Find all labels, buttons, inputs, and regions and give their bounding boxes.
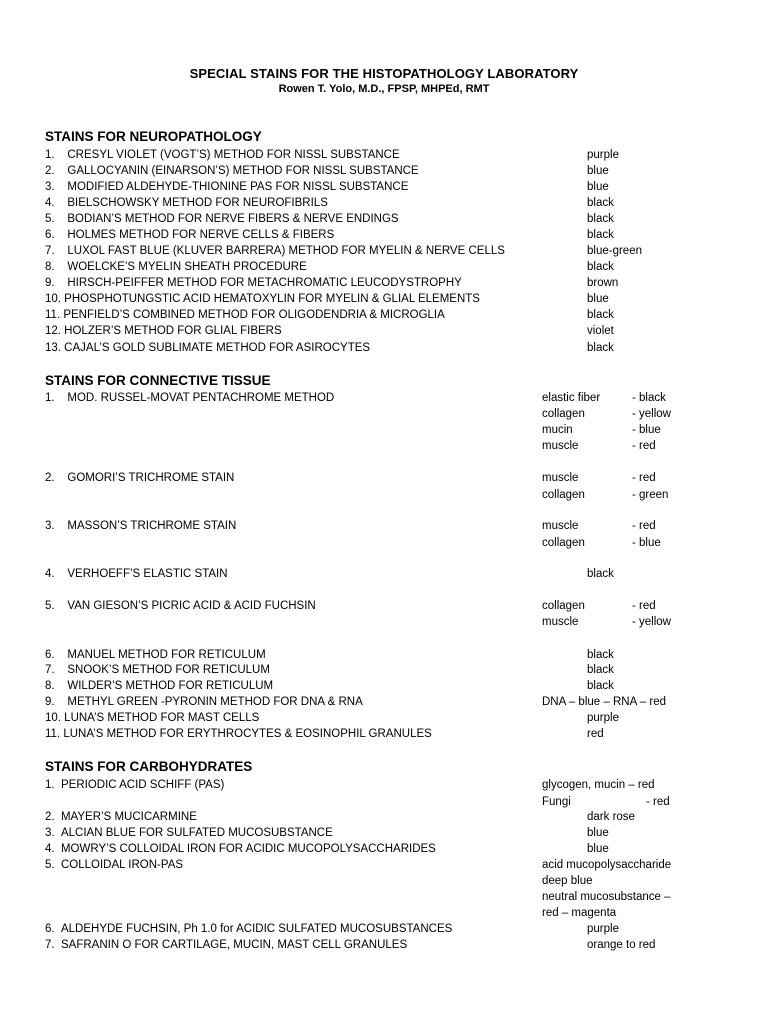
stain-result: blue <box>587 827 609 839</box>
stain-result: black <box>587 649 614 661</box>
stain-result-label: elastic fiber <box>542 392 601 404</box>
stain-result: black <box>587 229 614 241</box>
stain-result-label: muscle <box>542 520 579 532</box>
stain-result: dark rose <box>587 811 635 823</box>
stain-result: black <box>587 664 614 676</box>
stain-result: orange to red <box>587 939 656 951</box>
list-item: 9. METHYL GREEN -PYRONIN METHOD FOR DNA & RNA <box>45 696 363 708</box>
document-title: SPECIAL STAINS FOR THE HISTOPATHOLOGY LABORATORY <box>189 66 579 81</box>
stain-result-color: - red <box>632 440 656 452</box>
list-item: 7. SNOOK’S METHOD FOR RETICULUM <box>45 664 270 676</box>
list-item: 5. COLLOIDAL IRON-PAS <box>45 859 184 871</box>
section-heading-connective-tissue: STAINS FOR CONNECTIVE TISSUE <box>45 373 271 388</box>
document-author: Rowen T. Yolo, M.D., FPSP, MHPEd, RMT <box>278 83 490 95</box>
stain-result-label: muscle <box>542 472 579 484</box>
list-item: 3. MASSON’S TRICHROME STAIN <box>45 520 237 532</box>
stain-result: acid mucopolysaccharide <box>542 859 672 871</box>
stain-result-color: - red <box>632 520 656 532</box>
stain-result-label: Fungi <box>542 796 571 808</box>
stain-result: DNA – blue – RNA – red <box>542 696 667 708</box>
list-item: 5. VAN GIESON’S PICRIC ACID & ACID FUCHSIN <box>45 600 316 612</box>
list-item: 1. CRESYL VIOLET (VOGT’S) METHOD FOR NISSL SUBSTANCE <box>45 149 400 161</box>
stain-result: purple <box>587 149 619 161</box>
stain-result-color: - yellow <box>632 408 671 420</box>
stain-result-label: mucin <box>542 424 573 436</box>
stain-result: black <box>587 213 614 225</box>
stain-result: blue <box>587 181 609 193</box>
stain-result: red <box>587 728 604 740</box>
stain-result-color: - red <box>632 472 656 484</box>
list-item: 7. SAFRANIN O FOR CARTILAGE, MUCIN, MAST CELL GRANULES <box>45 939 408 951</box>
stain-result-label: collagen <box>542 489 585 501</box>
stain-result: blue <box>587 165 609 177</box>
list-item: 2. MAYER’S MUCICARMINE <box>45 811 197 823</box>
stain-result: blue <box>587 293 609 305</box>
list-item: 1. MOD. RUSSEL-MOVAT PENTACHROME METHOD <box>45 392 335 404</box>
list-item: 8. WILDER’S METHOD FOR RETICULUM <box>45 680 274 692</box>
stain-result: purple <box>587 923 619 935</box>
list-item: 6. MANUEL METHOD FOR RETICULUM <box>45 649 266 661</box>
list-item: 10. PHOSPHOTUNGSTIC ACID HEMATOXYLIN FOR MYELIN & GLIAL ELEMENTS <box>45 293 480 305</box>
stain-result-color: - blue <box>632 537 661 549</box>
list-item: 6. ALDEHYDE FUCHSIN, Ph 1.0 for ACIDIC SULFATED MUCOSUBSTANCES <box>45 923 453 935</box>
stain-result: violet <box>587 325 614 337</box>
stain-result: brown <box>587 277 619 289</box>
stain-result: black <box>587 197 614 209</box>
list-item: 1. PERIODIC ACID SCHIFF (PAS) <box>45 779 225 791</box>
list-item: 2. GALLOCYANIN (EINARSON’S) METHOD FOR NISSL SUBSTANCE <box>45 165 419 177</box>
list-item: 11. LUNA’S METHOD FOR ERYTHROCYTES & EOSINOPHIL GRANULES <box>45 728 432 740</box>
stain-result: neutral mucosubstance – <box>542 891 671 903</box>
stain-result-color: - red <box>632 600 656 612</box>
stain-result-color: - red <box>646 796 670 808</box>
stain-result: black <box>587 309 614 321</box>
stain-result: black <box>587 680 614 692</box>
stain-result-color: - green <box>632 489 669 501</box>
stain-result: blue <box>587 843 609 855</box>
stain-result: black <box>587 342 614 354</box>
list-item: 2. GOMORI’S TRICHROME STAIN <box>45 472 235 484</box>
stain-result-color: - black <box>632 392 666 404</box>
stain-result: purple <box>587 712 619 724</box>
stain-result-color: - blue <box>632 424 661 436</box>
list-item: 10. LUNA’S METHOD FOR MAST CELLS <box>45 712 260 724</box>
list-item: 3. MODIFIED ALDEHYDE-THIONINE PAS FOR NISSL SUBSTANCE <box>45 181 409 193</box>
list-item: 9. HIRSCH-PEIFFER METHOD FOR METACHROMATIC LEUCODYSTROPHY <box>45 277 462 289</box>
list-item: 5. BODIAN’S METHOD FOR NERVE FIBERS & NERVE ENDINGS <box>45 213 399 225</box>
stain-result-color: - yellow <box>632 616 671 628</box>
section-heading-neuropathology: STAINS FOR NEUROPATHOLOGY <box>45 129 262 144</box>
stain-result: black <box>587 261 614 273</box>
stain-result: black <box>587 568 614 580</box>
stain-result-label: muscle <box>542 440 579 452</box>
stain-result-label: collagen <box>542 600 585 612</box>
stain-result: blue-green <box>587 245 642 257</box>
list-item: 12. HOLZER’S METHOD FOR GLIAL FIBERS <box>45 325 282 337</box>
list-item: 8. WOELCKE’S MYELIN SHEATH PROCEDURE <box>45 261 307 273</box>
list-item: 7. LUXOL FAST BLUE (KLUVER BARRERA) METHOD FOR MYELIN & NERVE CELLS <box>45 245 505 257</box>
section-heading-carbohydrates: STAINS FOR CARBOHYDRATES <box>45 759 253 774</box>
list-item: 4. VERHOEFF’S ELASTIC STAIN <box>45 568 228 580</box>
list-item: 11. PENFIELD’S COMBINED METHOD FOR OLIGODENDRIA & MICROGLIA <box>45 309 445 321</box>
stain-result: glycogen, mucin – red <box>542 779 655 791</box>
list-item: 4. BIELSCHOWSKY METHOD FOR NEUROFIBRILS <box>45 197 328 209</box>
list-item: 3. ALCIAN BLUE FOR SULFATED MUCOSUBSTANCE <box>45 827 333 839</box>
stain-result: deep blue <box>542 875 593 887</box>
stain-result-label: collagen <box>542 408 585 420</box>
stain-result: red – magenta <box>542 907 617 919</box>
stain-result-label: collagen <box>542 537 585 549</box>
list-item: 13. CAJAL’S GOLD SUBLIMATE METHOD FOR ASIROCYTES <box>45 342 371 354</box>
stain-result-label: muscle <box>542 616 579 628</box>
list-item: 6. HOLMES METHOD FOR NERVE CELLS & FIBERS <box>45 229 335 241</box>
list-item: 4. MOWRY’S COLLOIDAL IRON FOR ACIDIC MUCOPOLYSACCHARIDES <box>45 843 436 855</box>
